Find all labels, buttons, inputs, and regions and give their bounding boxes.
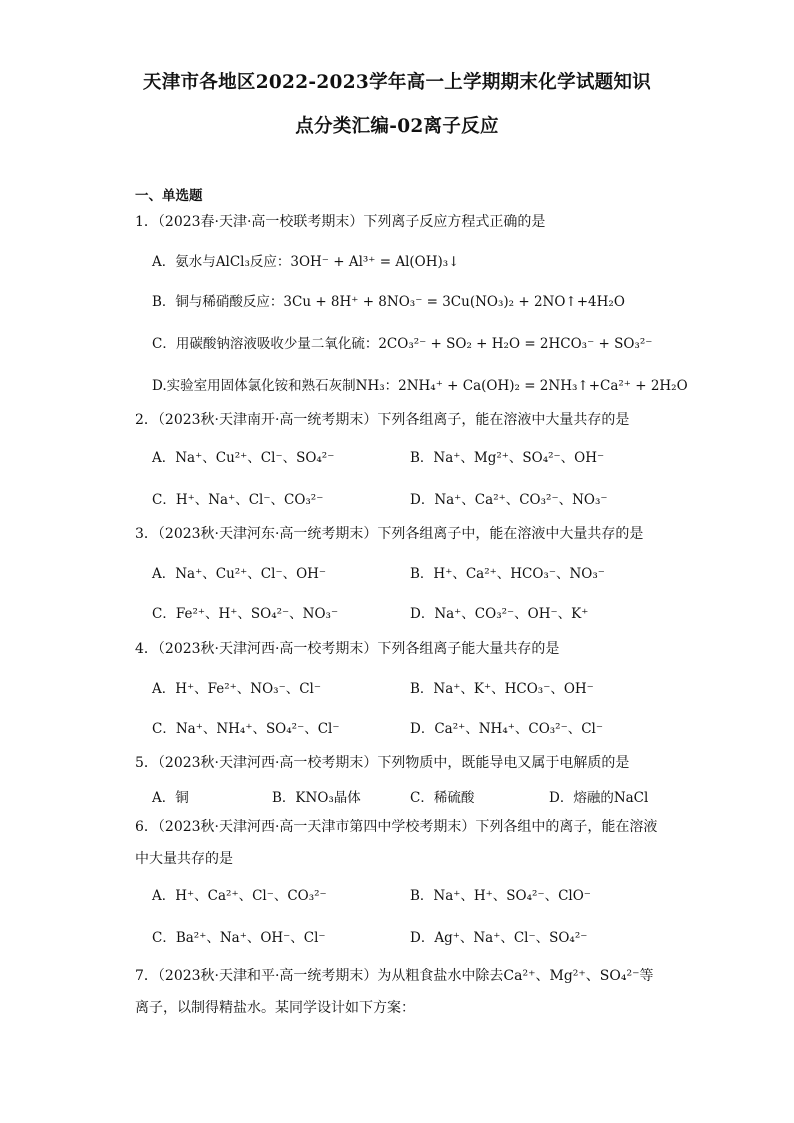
question-2-option-a: A．Na⁺、Cu²⁺、Cl⁻、SO₄²⁻ bbox=[152, 450, 335, 466]
section-heading: 一、单选题 bbox=[135, 188, 203, 204]
question-6-option-b: B．Na⁺、H⁺、SO₄²⁻、ClO⁻ bbox=[410, 888, 591, 904]
question-1-option-c: C．用碳酸钠溶液吸收少量二氧化硫：2CO₃²⁻ + SO₂ + H₂O = 2HCO₃⁻ + SO₃²⁻ bbox=[152, 336, 653, 352]
question-1-stem: 1．（2023春·天津·高一校联考期末）下列离子反应方程式正确的是 bbox=[135, 214, 546, 230]
question-3-option-d: D．Na⁺、CO₃²⁻、OH⁻、K⁺ bbox=[410, 606, 589, 622]
question-6-stem: 6．（2023秋·天津河西·高一天津市第四中学校考期末）下列各组中的离子，能在溶液中大量共存的是 bbox=[135, 819, 658, 867]
question-1-option-d: D.实验室用固体氯化铵和熟石灰制NH₃：2NH₄⁺ + Ca(OH)₂ = 2NH₃↑+Ca²⁺ + 2H₂O bbox=[152, 378, 688, 394]
question-4-option-a: A．H⁺、Fe²⁺、NO₃⁻、Cl⁻ bbox=[152, 681, 321, 697]
question-6-option-c: C．Ba²⁺、Na⁺、OH⁻、Cl⁻ bbox=[152, 930, 326, 946]
question-3-option-c: C．Fe²⁺、H⁺、SO₄²⁻、NO₃⁻ bbox=[152, 606, 339, 622]
question-4-option-c: C．Na⁺、NH₄⁺、SO₄²⁻、Cl⁻ bbox=[152, 721, 340, 737]
document-title-line-2: 点分类汇编-02离子反应 bbox=[295, 116, 499, 137]
question-5-option-c: C．稀硫酸 bbox=[410, 790, 475, 806]
question-1-option-b: B．铜与稀硝酸反应：3Cu + 8H⁺ + 8NO₃⁻ = 3Cu(NO₃)₂ + 2NO↑+4H₂O bbox=[152, 294, 625, 310]
question-5-option-a: A．铜 bbox=[152, 790, 189, 806]
question-2-option-c: C．H⁺、Na⁺、Cl⁻、CO₃²⁻ bbox=[152, 492, 324, 508]
question-7-stem: 7．（2023秋·天津和平·高一统考期末）为从粗食盐水中除去Ca²⁺、Mg²⁺、SO₄²⁻等离子，以制得精盐水。某同学设计如下方案： bbox=[135, 968, 654, 1016]
document-title-line-1: 天津市各地区2022-2023学年高一上学期期末化学试题知识 bbox=[142, 72, 652, 93]
question-3-stem: 3．（2023秋·天津河东·高一统考期末）下列各组离子中，能在溶液中大量共存的是 bbox=[135, 526, 644, 542]
question-2-option-d: D．Na⁺、Ca²⁺、CO₃²⁻、NO₃⁻ bbox=[410, 492, 608, 508]
question-3-option-a: A．Na⁺、Cu²⁺、Cl⁻、OH⁻ bbox=[152, 566, 327, 582]
question-1-option-a: A．氨水与AlCl₃反应：3OH⁻ + Al³⁺ = Al(OH)₃↓ bbox=[152, 254, 460, 270]
question-5-stem: 5．（2023秋·天津河西·高一校考期末）下列物质中，既能导电又属于电解质的是 bbox=[135, 755, 630, 771]
question-6-option-a: A．H⁺、Ca²⁺、Cl⁻、CO₃²⁻ bbox=[152, 888, 327, 904]
question-4-option-d: D．Ca²⁺、NH₄⁺、CO₃²⁻、Cl⁻ bbox=[410, 721, 603, 737]
question-4-option-b: B．Na⁺、K⁺、HCO₃⁻、OH⁻ bbox=[410, 681, 594, 697]
question-5-option-b: B．KNO₃晶体 bbox=[272, 790, 361, 806]
question-2-stem: 2．（2023秋·天津南开·高一统考期末）下列各组离子，能在溶液中大量共存的是 bbox=[135, 412, 630, 428]
question-2-option-b: B．Na⁺、Mg²⁺、SO₄²⁻、OH⁻ bbox=[410, 450, 605, 466]
question-4-stem: 4．（2023秋·天津河西·高一校考期末）下列各组离子能大量共存的是 bbox=[135, 641, 560, 657]
question-3-option-b: B．H⁺、Ca²⁺、HCO₃⁻、NO₃⁻ bbox=[410, 566, 605, 582]
question-5-option-d: D．熔融的NaCl bbox=[549, 790, 649, 806]
question-6-option-d: D．Ag⁺、Na⁺、Cl⁻、SO₄²⁻ bbox=[410, 930, 588, 946]
